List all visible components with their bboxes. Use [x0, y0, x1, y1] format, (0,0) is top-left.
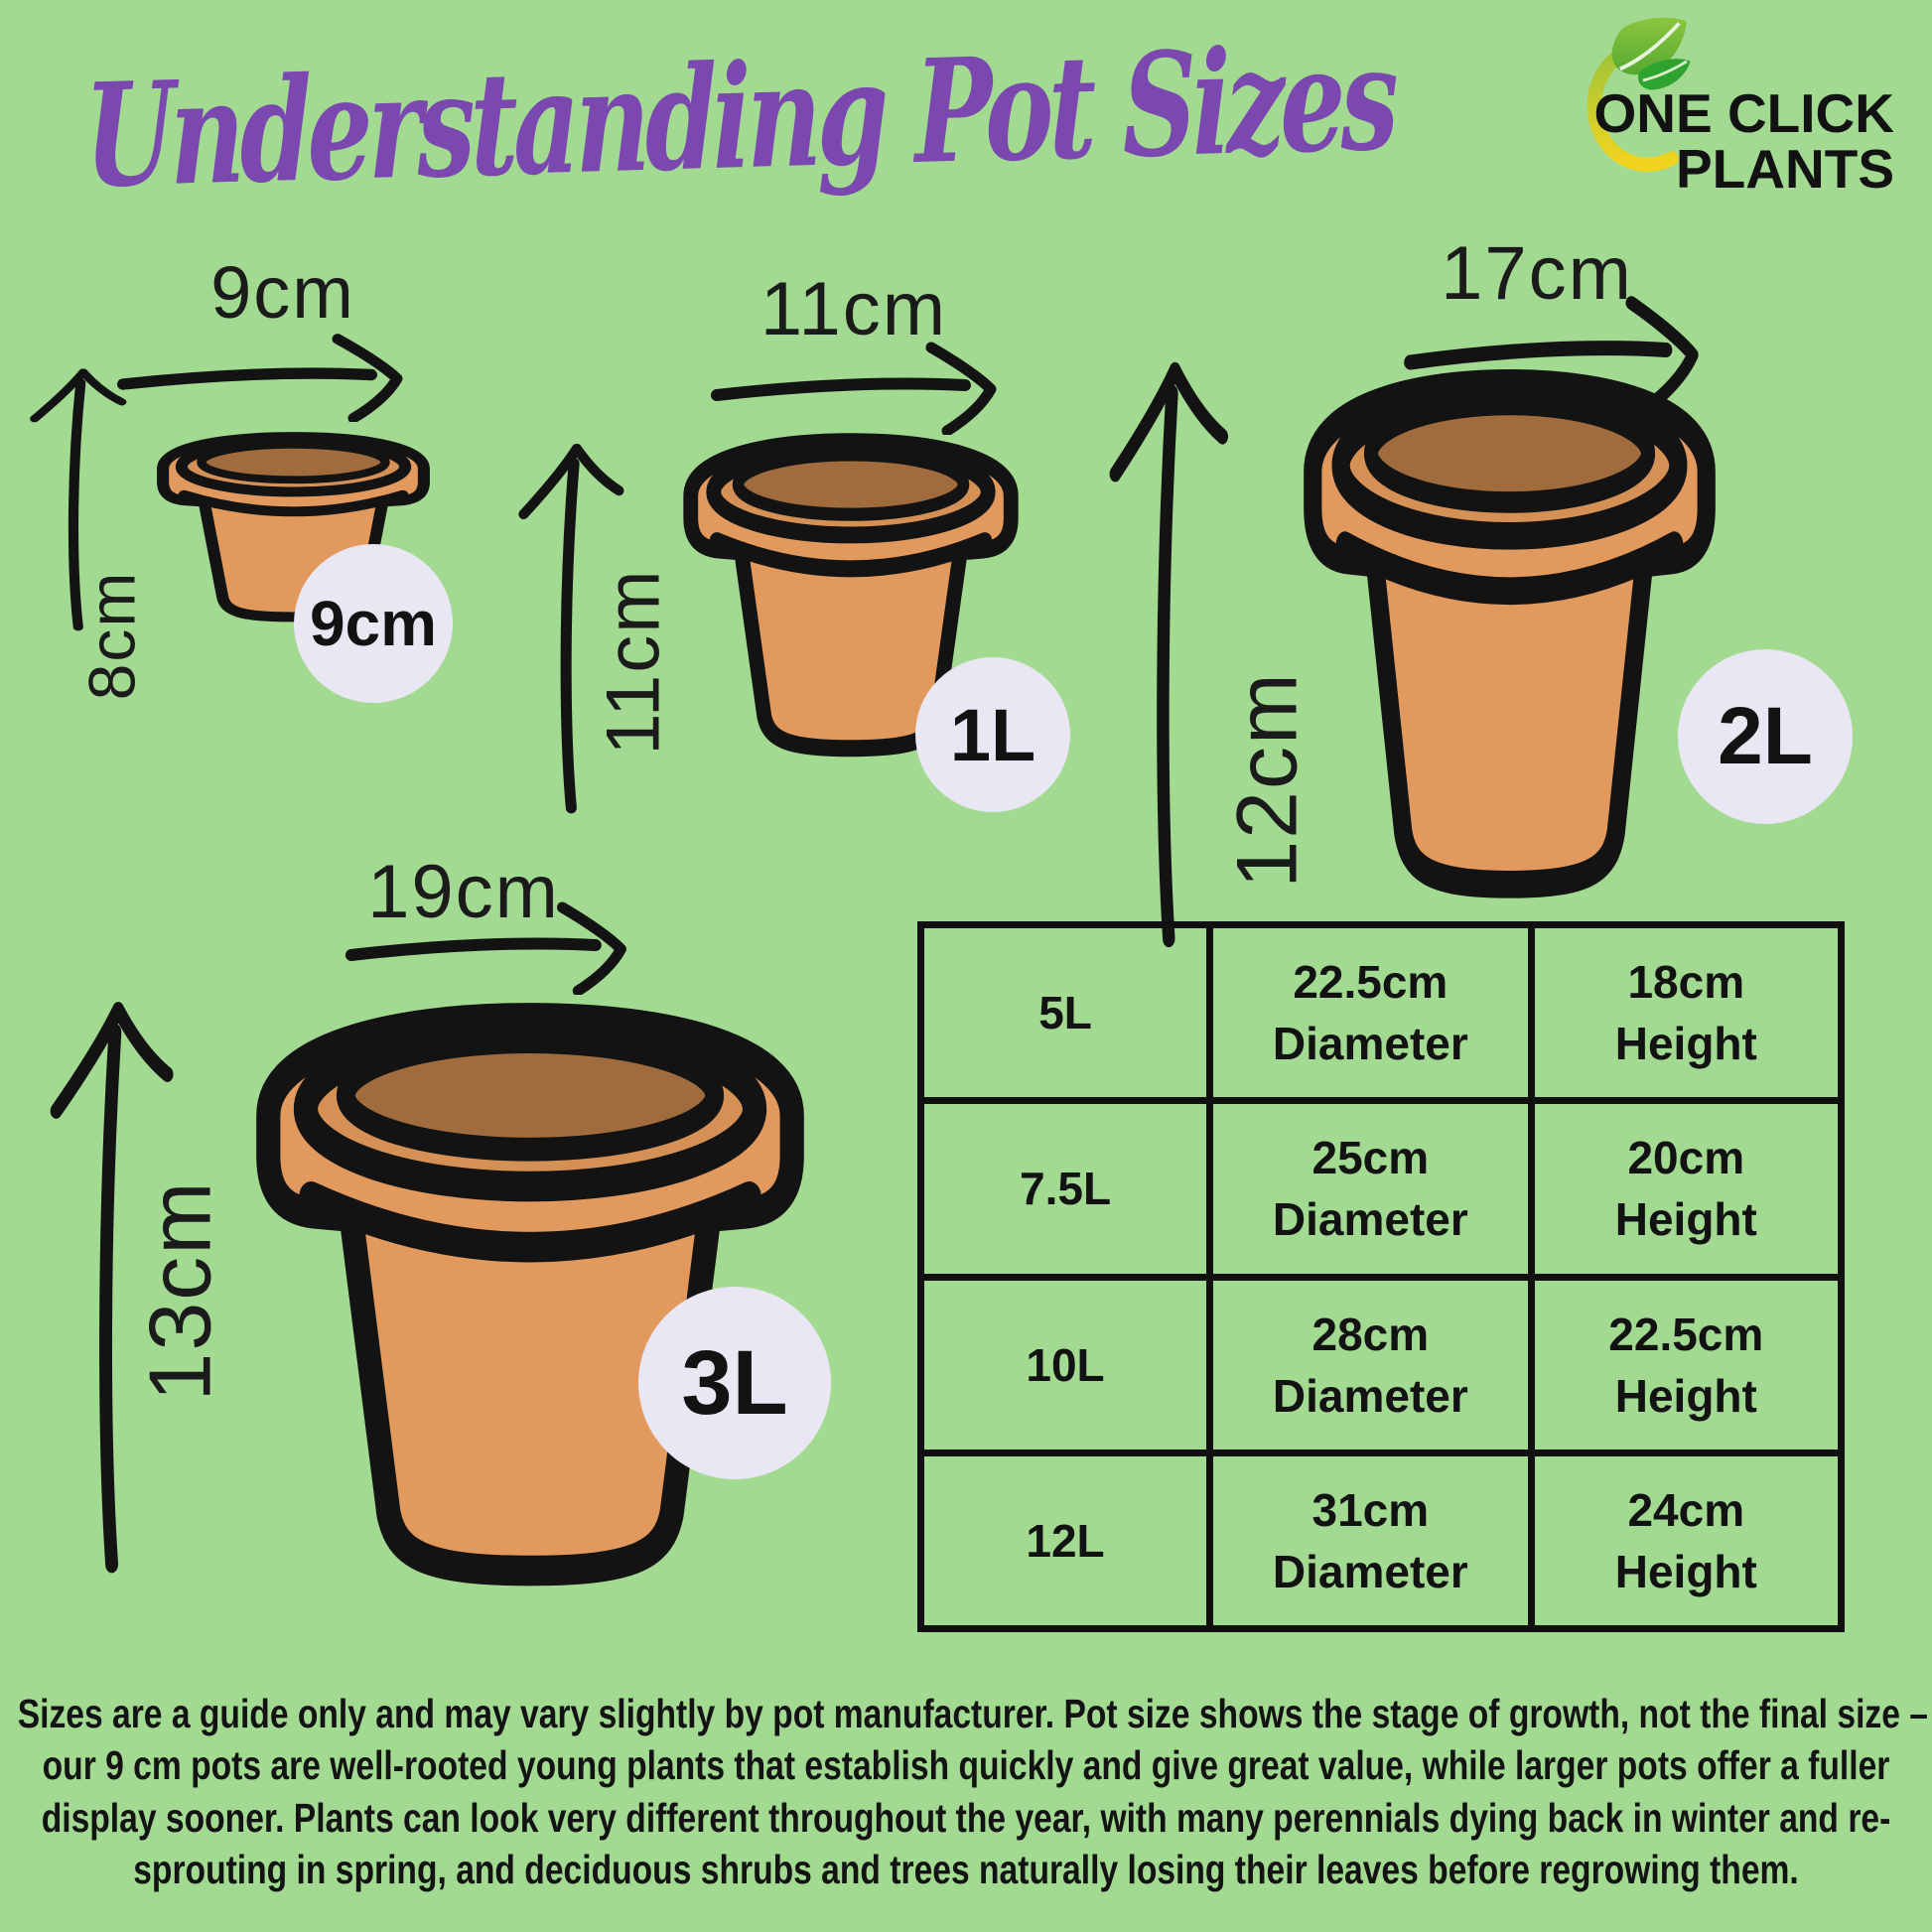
height-value: 22.5cm [1608, 1308, 1764, 1360]
pot4-width-arrow [340, 896, 652, 995]
height-value: 18cm [1627, 956, 1745, 1009]
height-cell [1531, 1277, 1841, 1452]
logo-wordmark [1549, 82, 1894, 201]
diameter-label: Diameter [1272, 1193, 1468, 1246]
diameter-cell [1210, 925, 1532, 1101]
diameter-value: 31cm [1311, 1483, 1430, 1536]
pot3-height-text: 12cm [1219, 670, 1315, 889]
height-value: 24cm [1627, 1483, 1745, 1536]
diameter-cell [1210, 1452, 1532, 1628]
diameter-label: Diameter [1272, 1018, 1468, 1070]
height-cell [1531, 1101, 1841, 1277]
disclaimer-line: our 9 cm pots are well-rooted young plants that establish quickly and give great value, while larger pots offer a fuller [42, 1742, 1890, 1789]
volume-cell: 5L [921, 925, 1210, 1101]
diameter-value: 22.5cm [1293, 956, 1449, 1009]
pot2-diameter-label: 11cm [759, 267, 948, 351]
table-row [921, 1101, 1842, 1277]
diameter-label: Diameter [1272, 1545, 1468, 1597]
pot2-width-arrow [705, 336, 1023, 435]
diameter-cell [1210, 1101, 1532, 1277]
height-label: Height [1614, 1545, 1757, 1597]
height-value: 20cm [1627, 1132, 1745, 1184]
pot1-size-badge: 9cm [294, 544, 453, 703]
pot1-width-arrow [111, 328, 429, 422]
table-row [921, 1277, 1842, 1452]
disclaimer-line: Sizes are a guide only and may vary slightly by pot manufacturer. Pot size shows the stage of growth, not the final size – [17, 1691, 1928, 1736]
pot1-diameter-label: 9cm [210, 251, 355, 334]
volume-cell: 12L [921, 1452, 1210, 1628]
pot3-diameter-label: 17cm [1441, 231, 1633, 316]
height-cell [1531, 925, 1841, 1101]
diameter-cell [1210, 1277, 1532, 1452]
pot2-height-text: 11cm [591, 567, 676, 756]
volume-cell: 10L [921, 1277, 1210, 1452]
diameter-value: 28cm [1311, 1308, 1430, 1360]
disclaimer-text [17, 1688, 1928, 1896]
pot2-size-badge: 1L [915, 657, 1070, 812]
disclaimer-line: sprouting in spring, and deciduous shrubs and trees naturally losing their leaves before regrowing them. [133, 1847, 1799, 1893]
volume-cell: 7.5L [921, 1101, 1210, 1277]
height-label: Height [1614, 1193, 1757, 1246]
logo-line-plants: PLANTS [1676, 138, 1894, 201]
page-title: Understanding Pot Sizes [83, 13, 1396, 220]
height-label: Height [1614, 1018, 1757, 1070]
diameter-label: Diameter [1272, 1369, 1468, 1422]
height-cell [1531, 1452, 1841, 1628]
table-row [921, 925, 1842, 1101]
logo-line-one-click: ONE CLICK [1593, 82, 1894, 144]
table-row [921, 1452, 1842, 1628]
pot1-height-text: 8cm [74, 570, 148, 701]
pot4-height-text: 13cm [131, 1179, 229, 1402]
pot3-size-badge: 2L [1678, 649, 1853, 824]
pot3-illustration [1289, 349, 1730, 930]
disclaimer-line: display sooner. Plants can look very different throughout the year, with many perennials dying back in winter and re- [41, 1794, 1891, 1841]
diameter-value: 25cm [1311, 1132, 1430, 1184]
height-label: Height [1614, 1369, 1757, 1422]
pot-size-table [917, 921, 1845, 1632]
pot4-diameter-label: 19cm [367, 850, 560, 934]
pot4-size-badge: 3L [638, 1287, 831, 1479]
